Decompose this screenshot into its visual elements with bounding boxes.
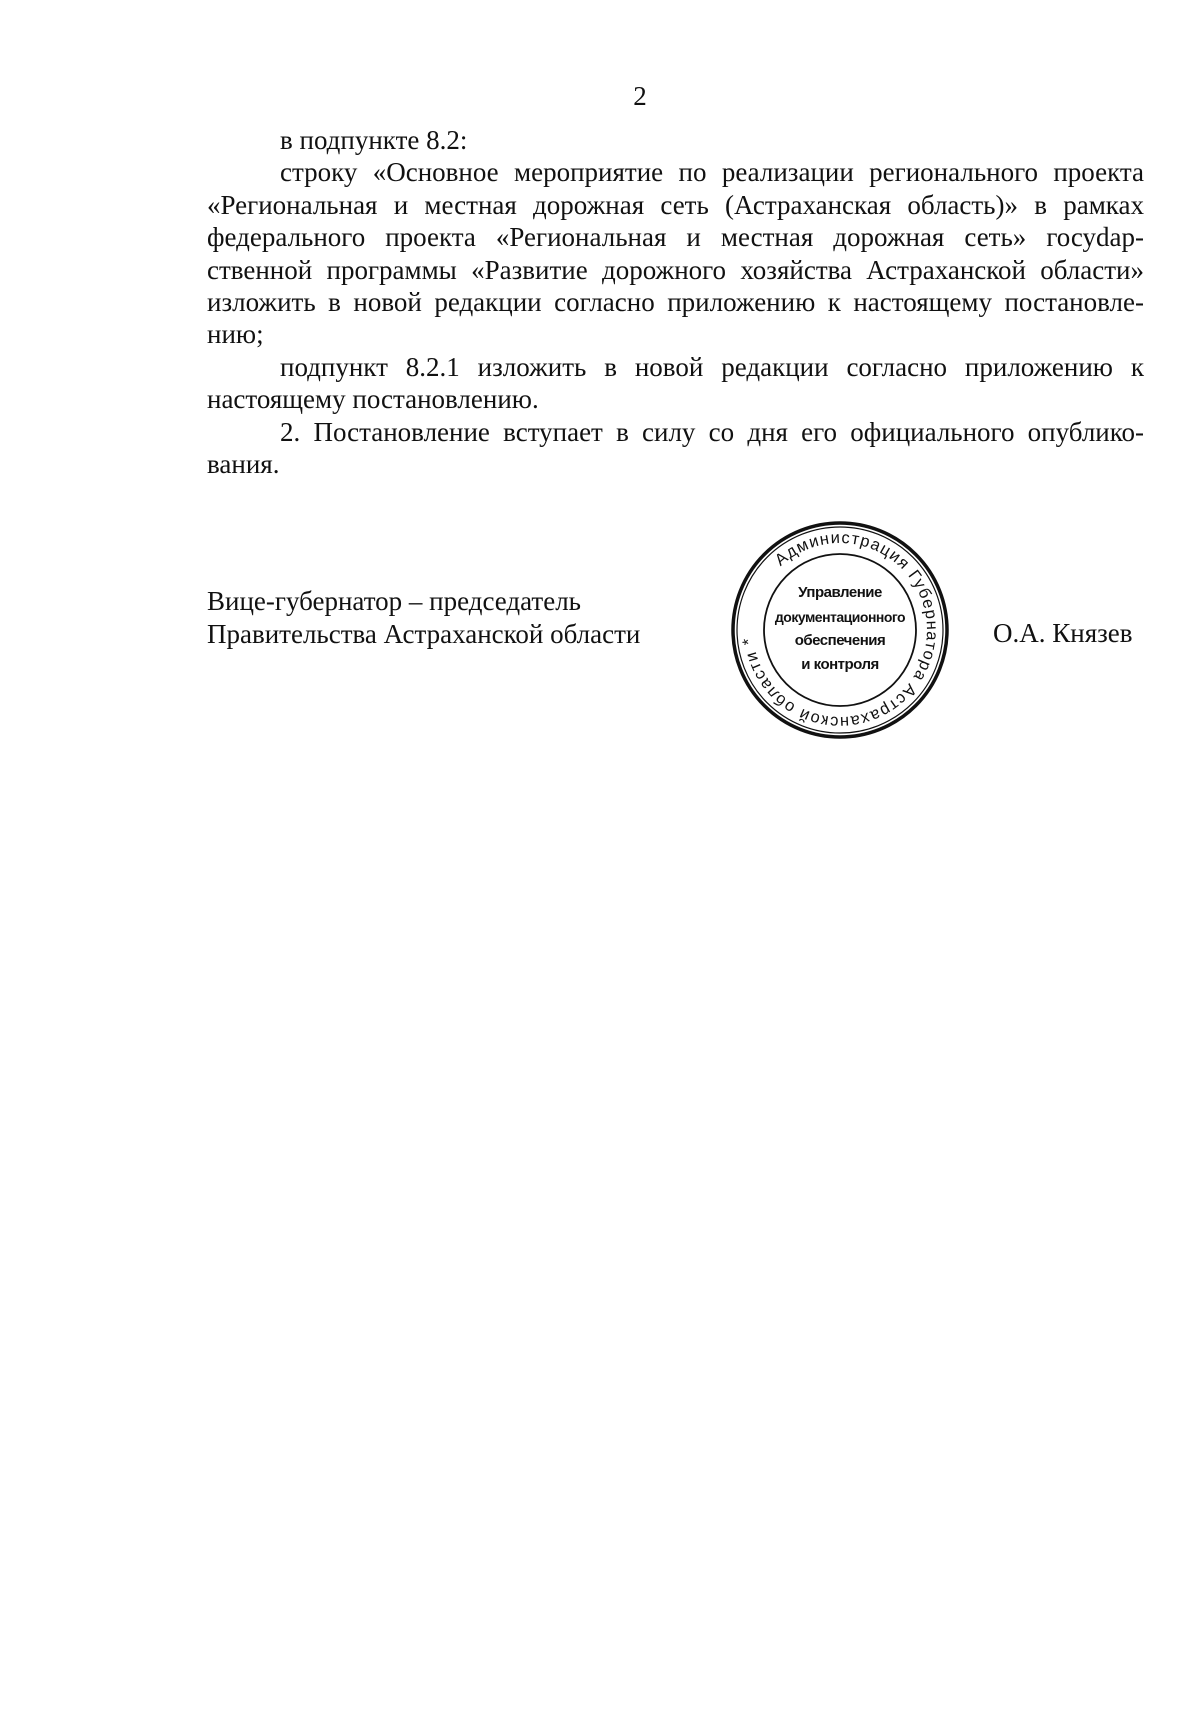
- official-seal-stamp: [730, 520, 950, 740]
- signatory-title-line: Правительства Астраханской области: [207, 619, 641, 649]
- paragraph: в подпункте 8.2:: [280, 125, 468, 155]
- paragraph: подпункт 8.2.1 изложить в новой редакции согласно приложению к настоящему постановлению.: [207, 351, 1144, 415]
- seal-center-text: [762, 581, 918, 677]
- paragraph: 2. Постановление вступает в силу со дня его официального опубликования.: [207, 416, 1144, 480]
- seal-center-line: Управление: [798, 584, 882, 601]
- signatory-title: [207, 585, 640, 651]
- paragraph: строку «Основное мероприятие по реализации регионального проекта «Региональная и местная дорожная сеть (Астраханская область)» в рамках федерального проекта «Региональная и местная дорожная сеть» госуdарственной программы «Развитие дорожного хозяйства Астраханской области» изложить в новой редакции согласно приложению к настоящему постановлению;: [207, 157, 1144, 350]
- seal-ring-textpath: Администрация Губернатора Астраханской области *: [739, 528, 942, 732]
- page-number: 2: [633, 81, 647, 111]
- signatory-title-line: Вице-губернатор – председатель: [207, 586, 581, 616]
- document-body: [207, 124, 1144, 480]
- seal-center-line: и контроля: [801, 656, 879, 673]
- signatory-name: О.А. Князев: [993, 618, 1133, 648]
- seal-center-line: обеспечения: [794, 632, 886, 649]
- seal-center-line: документационного: [774, 609, 906, 625]
